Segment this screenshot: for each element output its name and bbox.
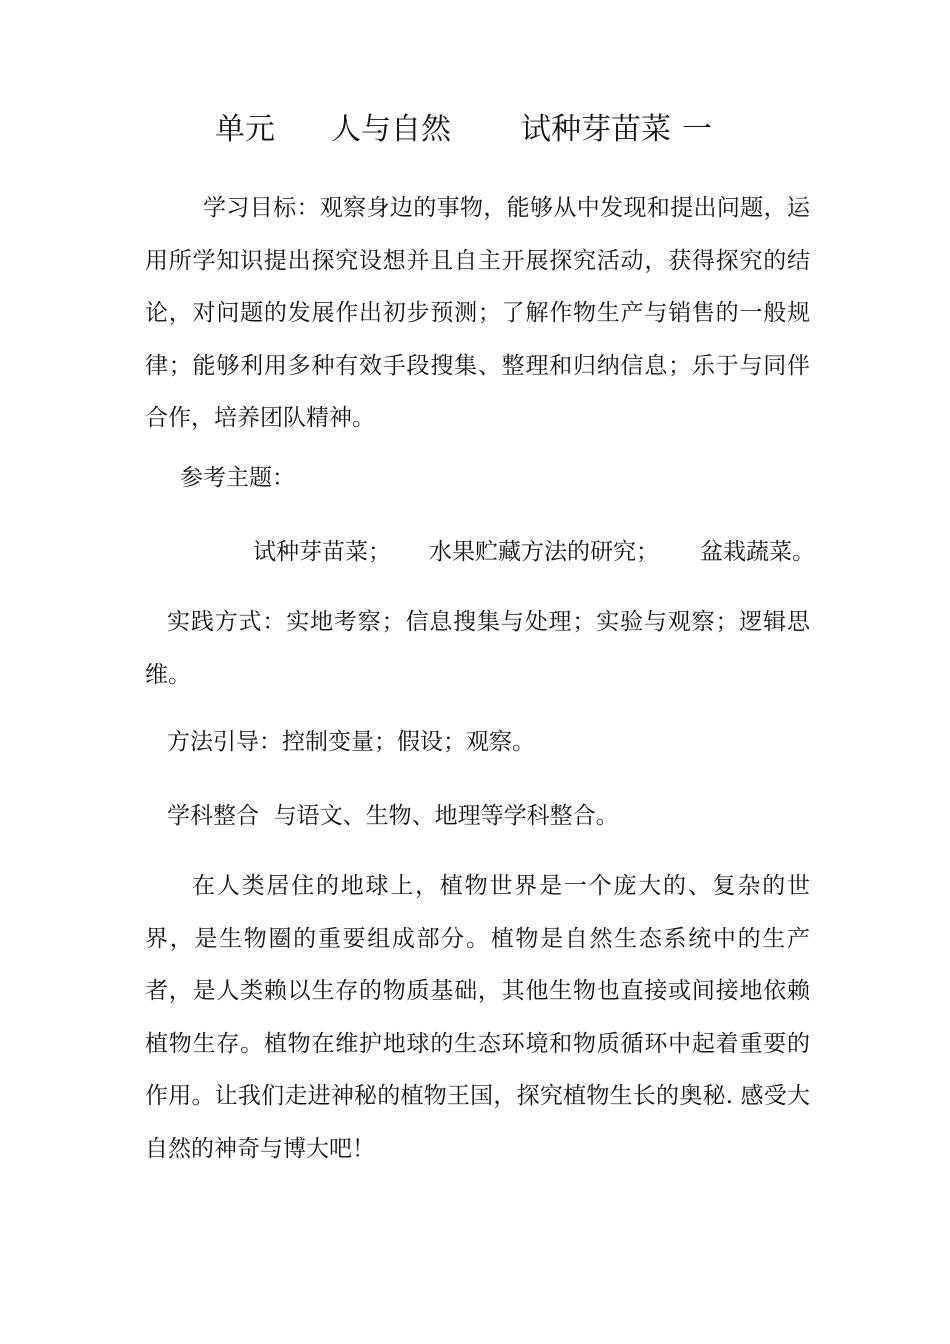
subject-integration-paragraph: 学科整合 与语文、生物、地理等学科整合。 [167, 803, 619, 829]
title-theme: 人与自然 [331, 112, 451, 147]
topic-item: 盆栽蔬菜。 [700, 539, 815, 565]
reference-topics-label: 参考主题： [180, 465, 295, 491]
introduction-paragraph: 在人类居住的地球上，植物世界是一个庞大的、复杂的世界，是生物圈的重要组成部分。植物是自然生态系统中的生产者，是人类赖以生存的物质基础，其他生物也直接或间接地依赖植物生存。植物在维护地球的生态环境和物质循环中起着重要的作用。让我们走进神秘的植物王国，探究植物生长的奥秘. 感受大自然的神奇与博大吧！ [145, 873, 810, 1162]
title-number: 一 [682, 112, 712, 147]
reference-topics-list [0, 526, 950, 578]
method-guidance-paragraph: 方法引导：控制变量；假设；观察。 [167, 729, 535, 755]
topic-item: 试种芽苗菜； [253, 539, 391, 565]
practice-method-paragraph: 实践方式：实地考察；信息搜集与处理；实验与观察；逻辑思维。 [145, 609, 810, 688]
learning-objective-paragraph: 学习目标：观察身边的事物，能够从中发现和提出问题，运用所学知识提出探究设想并且自主开展探究活动，获得探究的结论，对问题的发展作出初步预测；了解作物生产与销售的一般规律；能够利用多种有效手段搜集、整理和归纳信息；乐于与同伴合作，培养团队精神。 [145, 195, 810, 431]
topic-item: 水果贮藏方法的研究； [429, 539, 659, 565]
page-title [0, 108, 950, 152]
title-unit: 单元 [215, 112, 275, 147]
title-topic: 试种芽苗菜 [521, 112, 671, 147]
